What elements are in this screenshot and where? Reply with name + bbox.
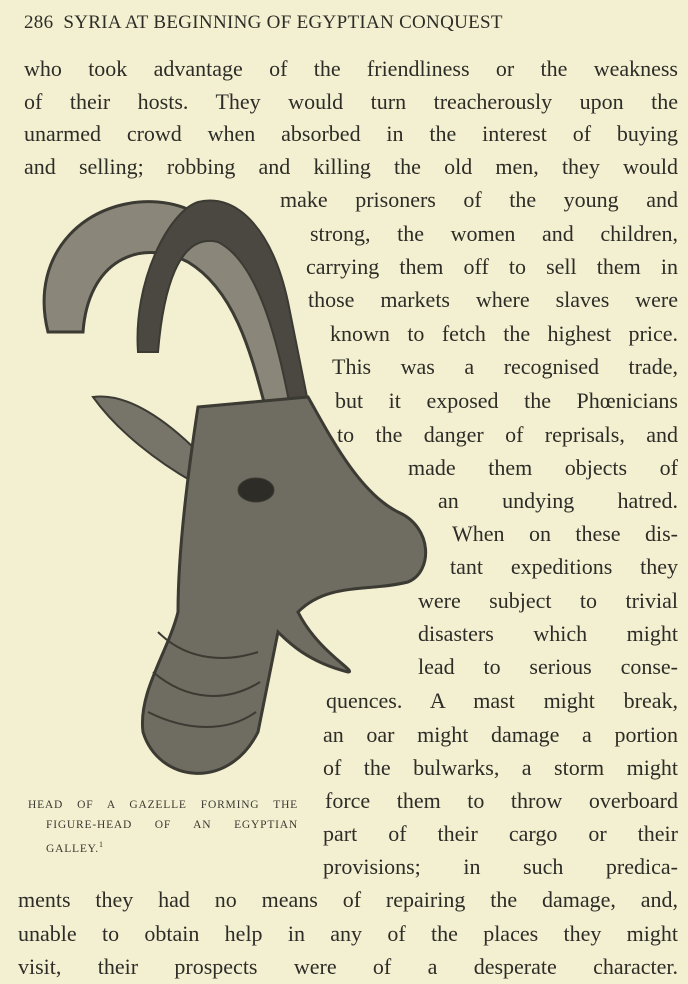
text-line: force them to throw overboard <box>325 788 678 813</box>
text-line: unarmed crowd when absorbed in the interest of buying <box>24 121 678 146</box>
text-line: carrying them off to sell them in <box>306 254 678 279</box>
text-line: disasters which might <box>418 621 678 646</box>
text-line: to the danger of reprisals, and <box>337 422 678 447</box>
text-line: of the bulwarks, a storm might <box>323 755 678 780</box>
caption-line <box>46 835 298 859</box>
footnote-mark: 1 <box>98 840 104 849</box>
caption-line: HEAD OF A GAZELLE FORMING THE <box>28 799 298 811</box>
text-line: and selling; robbing and killing the old men, they would <box>24 154 678 179</box>
text-line: known to fetch the highest price. <box>330 321 678 346</box>
text-line: This was a recognised trade, <box>332 354 678 379</box>
text-line: tant expeditions they <box>450 554 678 579</box>
text-line: those markets where slaves were <box>308 287 678 312</box>
figure-caption <box>28 795 298 859</box>
text-line: visit, their prospects were of a desperate character. <box>18 954 678 979</box>
text-line: an oar might damage a portion <box>323 722 678 747</box>
text-line: of their hosts. They would turn treacherously upon the <box>24 89 678 114</box>
text-line: part of their cargo or their <box>323 821 678 846</box>
running-title: SYRIA AT BEGINNING OF EGYPTIAN CONQUEST <box>63 12 503 33</box>
text-line: an undying hatred. <box>438 488 678 513</box>
text-line: provisions; in such predica- <box>323 854 678 879</box>
text-line: make prisoners of the young and <box>280 187 678 212</box>
text-line: When on these dis- <box>452 521 678 546</box>
text-line: were subject to trivial <box>418 588 678 613</box>
text-line: lead to serious conse- <box>418 654 678 679</box>
text-line: ments they had no means of repairing the damage, and, <box>18 887 678 912</box>
text-line: but it exposed the Phœnicians <box>335 388 678 413</box>
text-line: unable to obtain help in any of the places they might <box>18 921 678 946</box>
page-number: 286 <box>24 12 54 33</box>
text-line: strong, the women and children, <box>310 221 678 246</box>
caption-line: FIGURE-HEAD OF AN EGYPTIAN <box>46 819 298 831</box>
text-line: made them objects of <box>408 455 678 480</box>
text-line: who took advantage of the friendliness or the weakness <box>24 56 678 81</box>
text-line: quences. A mast might break, <box>326 688 678 713</box>
running-header <box>24 12 513 34</box>
caption-text: GALLEY. <box>46 842 99 855</box>
